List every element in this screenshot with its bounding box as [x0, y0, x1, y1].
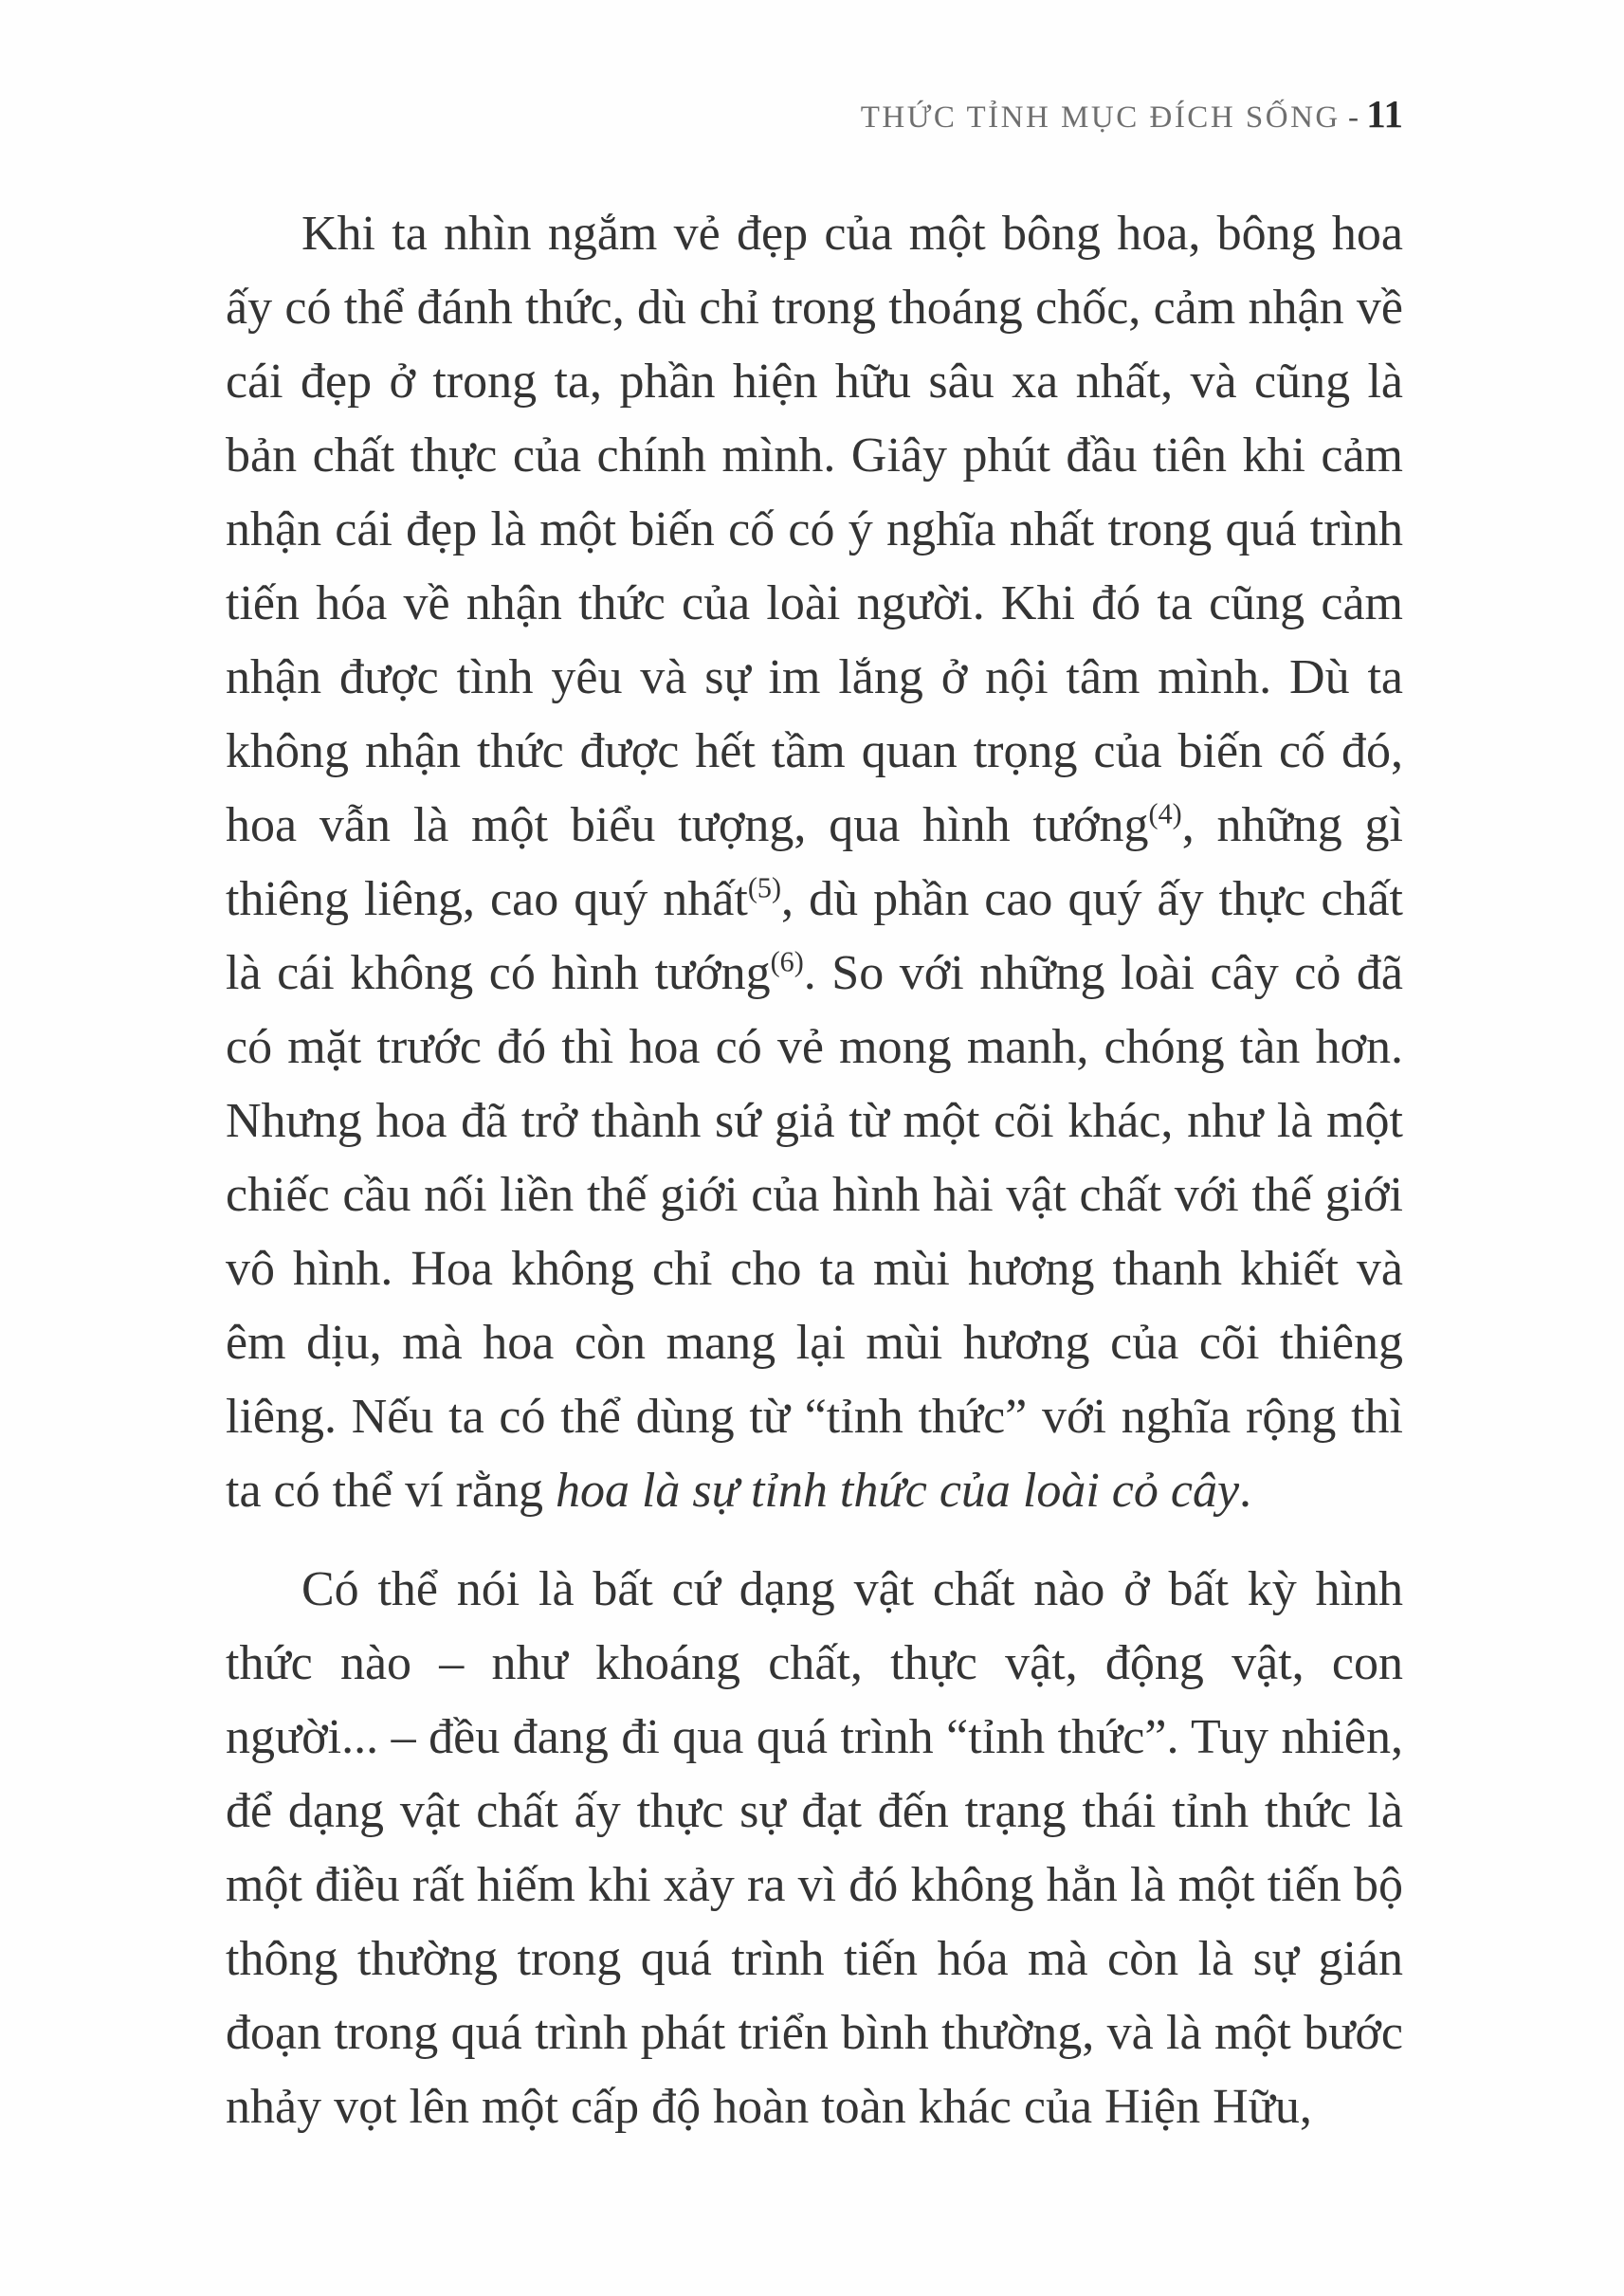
page-number: 11 — [1366, 92, 1403, 136]
text-segment: , những gì thiêng liêng, cao quý nhất — [226, 798, 1403, 926]
footnote-reference: (4) — [1148, 797, 1182, 830]
text-segment: , dù phần cao quý ấy thực chất là cái không có hình tướng — [226, 872, 1404, 1000]
page-header — [226, 91, 1403, 137]
text-segment: . — [1239, 1464, 1252, 1518]
text-segment: . So với những loài cây cỏ đã có mặt trước đó thì hoa có vẻ mong manh, chóng tàn hơn. Nhưng hoa đã trở thành sứ giả từ một cõi khác, như là một chiếc cầu nối liền thế giới của hình hài vật chất với thế giới vô hình. Hoa không chỉ cho ta mùi hương thanh khiết và êm dịu, mà hoa còn mang lại mùi hương của cõi thiêng liêng. Nếu ta có thể dùng từ “tỉnh thức” với nghĩa rộng thì ta có thể ví rằng — [226, 946, 1403, 1518]
text-segment: Có thể nói là bất cứ dạng vật chất nào ở bất kỳ hình thức nào – như khoáng chất, thực vật, động vật, con người... – đều đang đi qua quá trình “tỉnh thức”. Tuy nhiên, để dạng vật chất ấy thực sự đạt đến trạng thái tỉnh thức là một điều rất hiếm khi xảy ra vì đó không hẳn là một tiến bộ thông thường trong quá trình tiến hóa mà còn là sự gián đoạn trong quá trình phát triển bình thường, và là một bước nhảy vọt lên một cấp độ hoàn toàn khác của Hiện Hữu, — [226, 1562, 1403, 2134]
footnote-reference: (6) — [770, 945, 804, 978]
running-title: THỨC TỈNH MỤC ĐÍCH SỐNG — [860, 100, 1341, 135]
text-segment: Khi ta nhìn ngắm vẻ đẹp của một bông hoa, bông hoa ấy có thể đánh thức, dù chỉ trong thoáng chốc, cảm nhận về cái đẹp ở trong ta, phần hiện hữu sâu xa nhất, và cũng là bản chất thực của chính mình. Giây phút đầu tiên khi cảm nhận cái đẹp là một biến cố có ý nghĩa nhất trong quá trình tiến hóa về nhận thức của loài người. Khi đó ta cũng cảm nhận được tình yêu và sự im lắng ở nội tâm mình. Dù ta không nhận thức được hết tầm quan trọng của biến cố đó, hoa vẫn là một biểu tượng, qua hình tướng — [226, 207, 1403, 852]
page-content — [226, 91, 1403, 2144]
paragraph-container — [226, 197, 1403, 2144]
paragraph — [226, 197, 1403, 1528]
header-separator: - — [1340, 100, 1367, 135]
footnote-reference: (5) — [747, 871, 782, 904]
paragraph — [226, 1553, 1403, 2144]
emphasized-text: hoa là sự tỉnh thức của loài cỏ cây — [555, 1464, 1240, 1518]
